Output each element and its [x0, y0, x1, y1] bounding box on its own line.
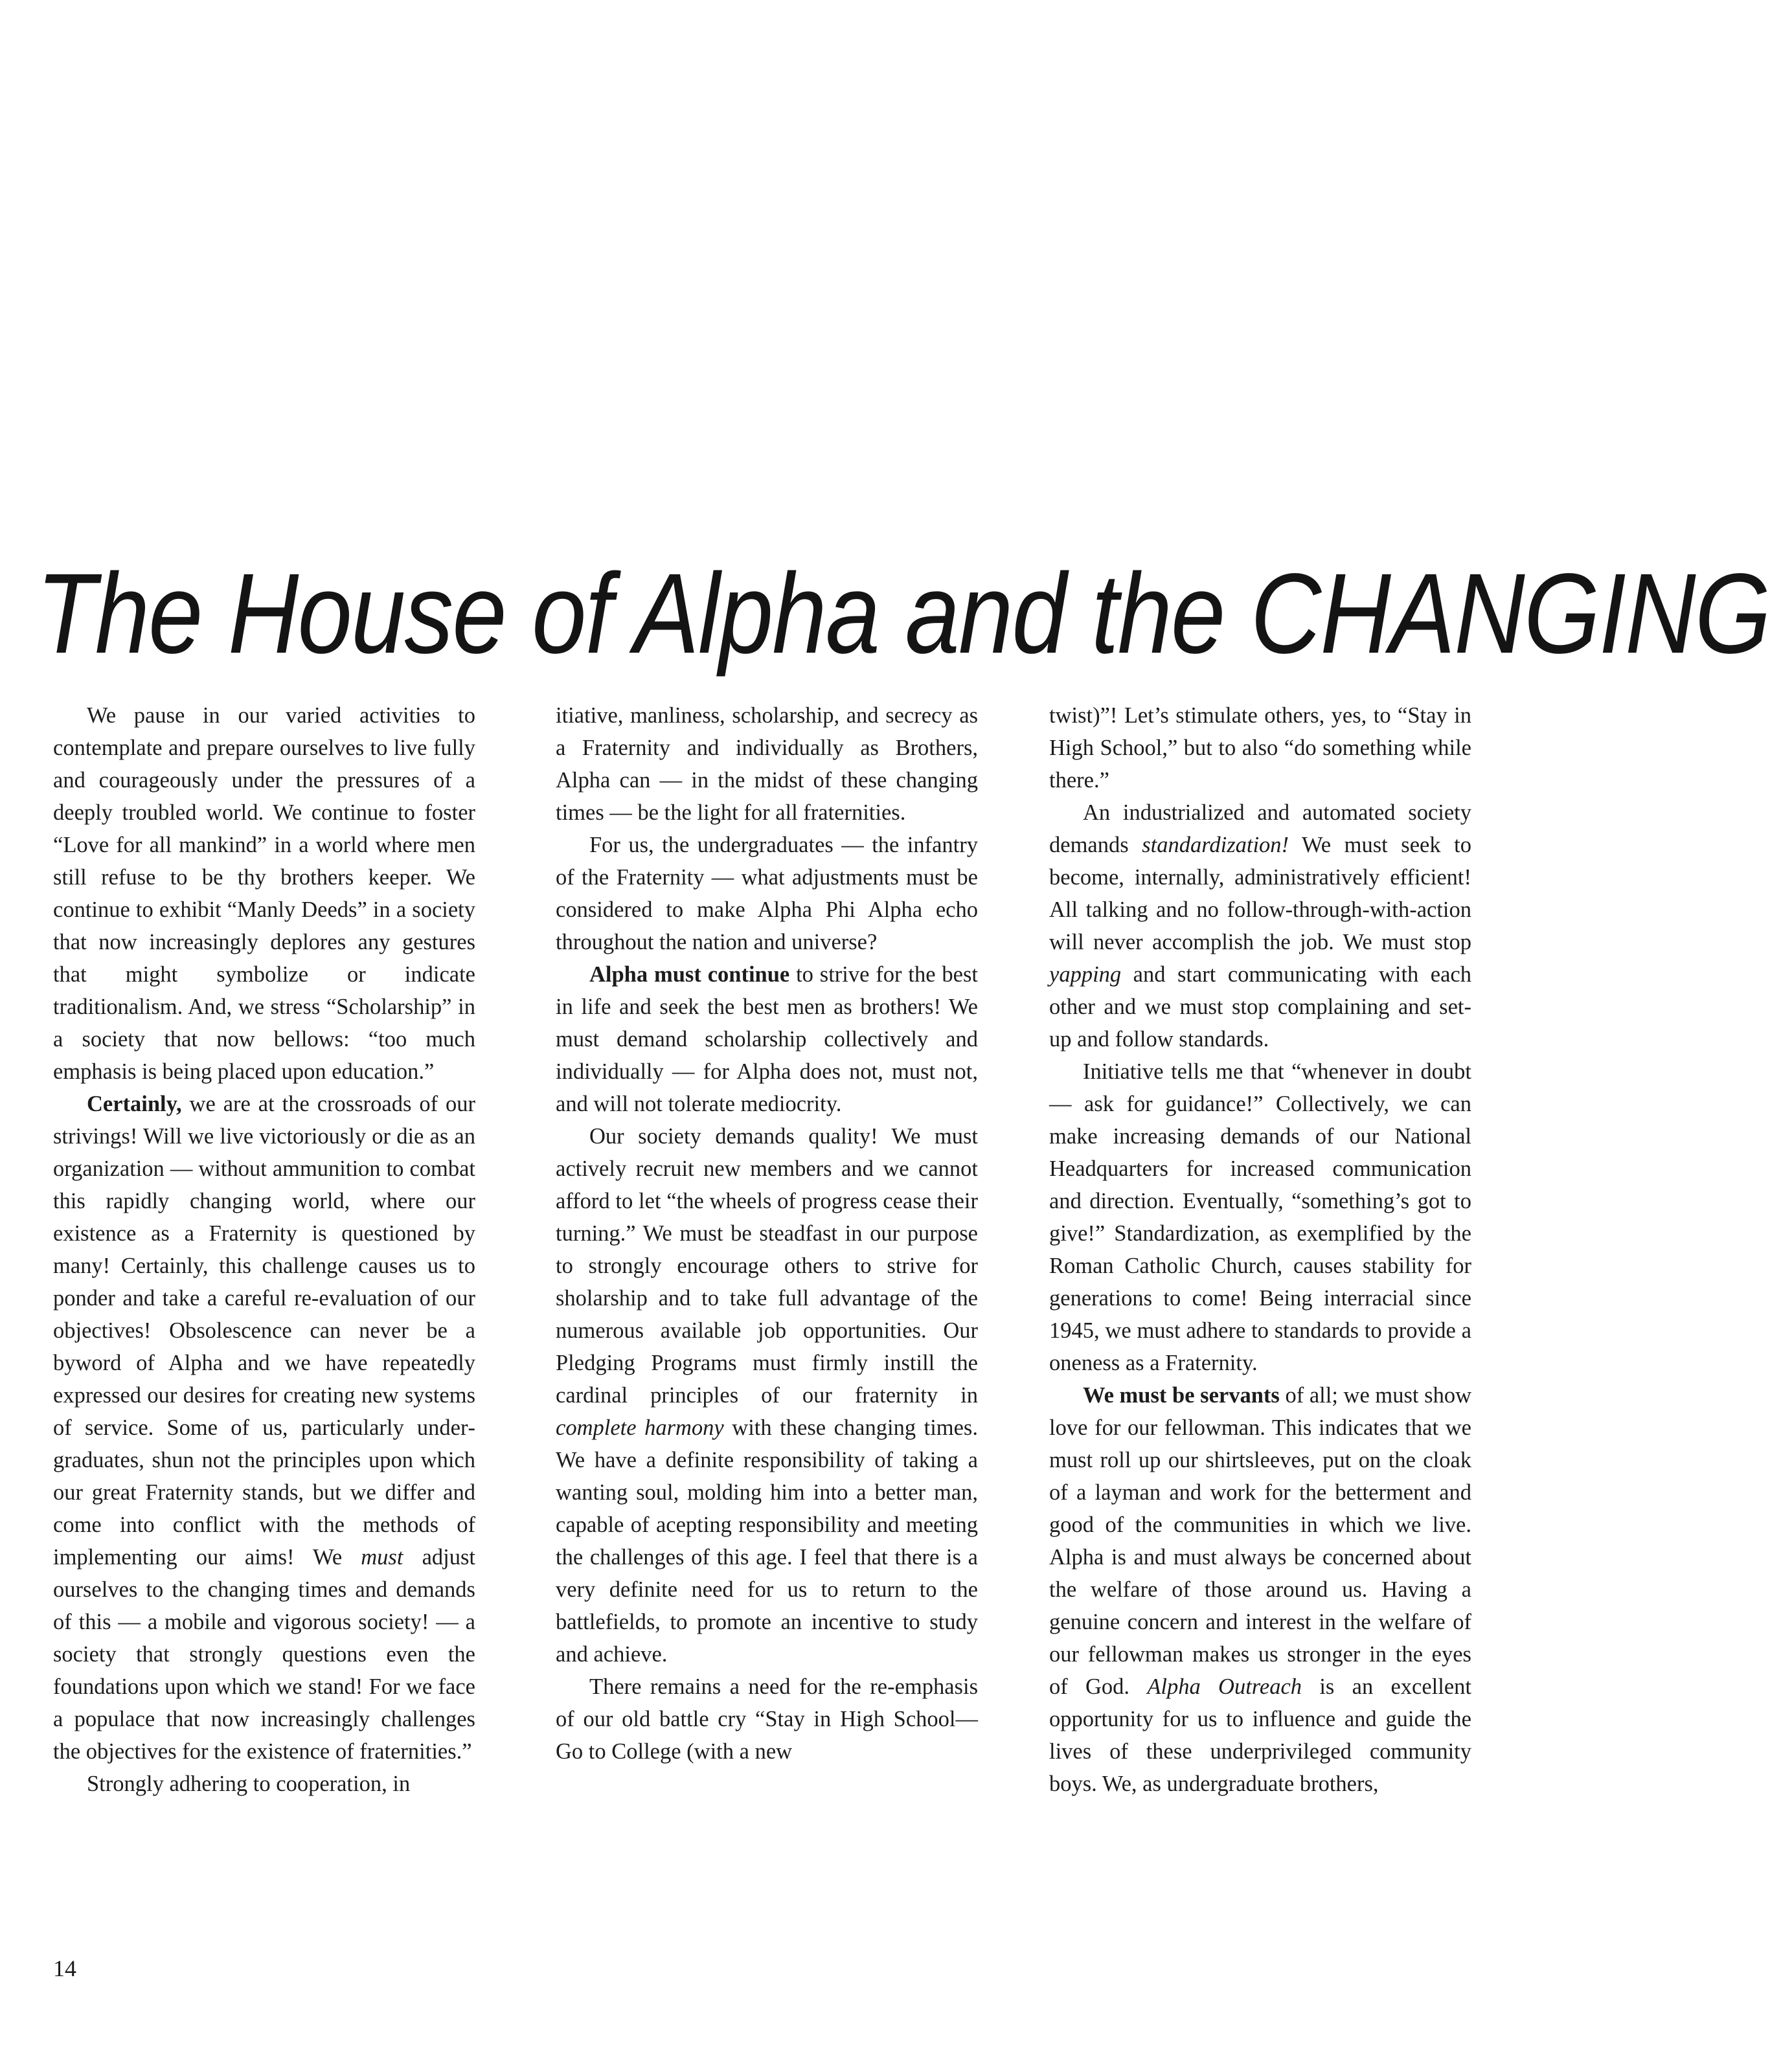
lead-in: Certainly, — [87, 1092, 182, 1116]
lead-in: Alpha must continue — [589, 962, 790, 987]
emphasis: complete harmony — [556, 1415, 724, 1440]
paragraph: Certainly, we are at the crossroads of our strivings! Will we live victoriously or die as an organization — without ammunition to combat this rapidly changing world, where our existence as a Fraternity is questioned by many! Certainly, this challenge causes us to ponder and take a careful re-evaluation of our objectives! Obsolescence can never be a byword of Alpha and we have repeatedly expressed our desires for creating new systems of service. Some of us, particularly undergraduates, shun not the principles upon which our great Fraternity stands, but we differ and come into conflict with the methods of implementing our aims! We must adjust ourselves to the changing times and demands of this — a mobile and vigorous society! — a society that strongly questions even the foundations upon which we stand! For we face a populace that now increasingly challenges the objectives for the existence of fraternities.” — [53, 1092, 475, 1764]
lead-in: We must be servants — [1083, 1383, 1280, 1408]
emphasis: Alpha Outreach — [1147, 1674, 1302, 1699]
paragraph: Initiative tells me that “whenever in doubt — ask for guidance!” Collectively, we can make increasing demands of our National Headquarters for increased communication and direction. Eventually, “something’s got to give!” Standardization, as exemplified by the Roman Catholic Church, causes stability for generations to come! Being interracial since 1945, we must adhere to standards to provide a oneness as a Fraternity. — [1049, 1059, 1471, 1375]
paragraph: We pause in our varied activities to contemplate and prepare ourselves to live fully and courageously under the pressures of a deeply troubled world. We continue to foster “Love for all mankind” in a world where men still refuse to be thy brothers keeper. We continue to exhibit “Manly Deeds” in a society that now increasingly deplores any gestures that might symbolize or indicate traditionalism. And, we stress “Scholarship” in a society that now bellows: “too much emphasis is being placed upon education.” — [53, 703, 475, 1084]
paragraph: We must be servants of all; we must show love for our fellowman. This indicates that we must roll up our shirtsleeves, put on the cloak of a layman and work for the betterment and good of the communities in which we live. Alpha is and must always be concerned about the welfare of those around us. Having a genuine concern and interest in the welfare of our fellowman makes us stronger in the eyes of God. Alpha Outreach is an excellent opportunity for us to influence and guide the lives of these underprivileged community boys. We, as undergraduate brothers, — [1049, 1383, 1471, 1796]
article-title: The House of Alpha and the CHANGING — [36, 550, 1770, 677]
page-number: 14 — [53, 1955, 76, 1981]
paragraph: For us, the undergraduates — the infantry of the Fraternity — what adjustments must be considered to make Alpha Phi Alpha echo throughout the nation and universe? — [556, 833, 978, 954]
paragraph: There remains a need for the re-emphasis of our old battle cry “Stay in High School—Go to College (with a new — [556, 1674, 978, 1764]
emphasis: standardization! — [1142, 833, 1289, 857]
paragraph: Strongly adhering to cooperation, in — [87, 1772, 411, 1796]
paragraph: An industrialized and automated society demands standardization! We must seek to become, internally, administratively efficient! All talking and no follow-through-with-action will never accomplish the job. We must stop yapping and start communicating with each other and we must stop complaining and set-up and follow standards. — [1049, 800, 1471, 1052]
column-1 — [53, 699, 475, 1800]
column-2 — [556, 699, 978, 1768]
column-3 — [1049, 699, 1471, 1800]
emphasis: must — [361, 1545, 403, 1570]
paragraph: Alpha must continue to strive for the best in life and seek the best men as brothers! We must demand scholarship collectively and individually — for Alpha does not, must not, and will not tolerate mediocrity. — [556, 962, 978, 1116]
paragraph: Our society demands quality! We must actively recruit new members and we cannot afford to let “the wheels of progress cease their turning.” We must be steadfast in our purpose to strongly encourage others to strive for sholarship and to take full advantage of the numerous available job opportunities. Our Pledging Programs must firmly instill the cardinal principles of our fraternity in complete harmony with these changing times. We have a definite responsibility of taking a wanting soul, molding him into a better man, capable of acepting responsibility and meeting the challenges of this age. I feel that there is a very definite need for us to return to the battlefields, to promote an incentive to study and achieve. — [556, 1124, 978, 1667]
paragraph: itiative, manliness, scholarship, and secrecy as a Fraternity and individually as Brothers, Alpha can — in the midst of these changing times — be the light for all fraternities. — [556, 703, 978, 825]
paragraph: twist)”! Let’s stimulate others, yes, to “Stay in High School,” but to also “do something while there.” — [1049, 703, 1471, 793]
emphasis: yapping — [1049, 962, 1122, 987]
